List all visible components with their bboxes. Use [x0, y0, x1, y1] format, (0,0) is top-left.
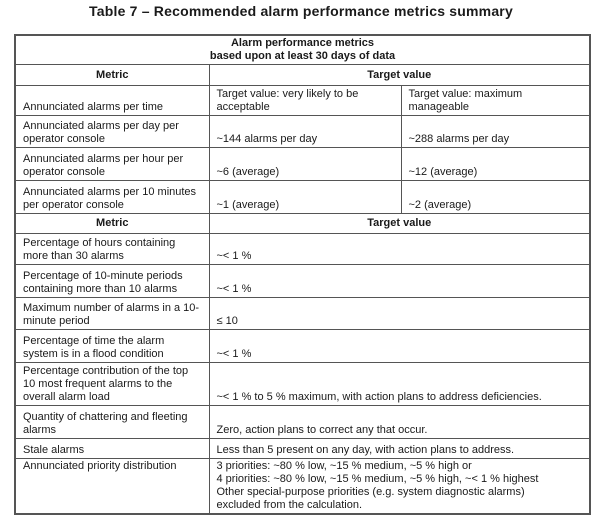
column-header-row	[15, 65, 590, 86]
caption-line-1: Alarm performance metrics	[230, 37, 375, 49]
metric-cell: Maximum number of alarms in a 10-minute period	[15, 298, 209, 330]
priority-line: 3 priorities: ~80 % low, ~15 % medium, ~5 % high or	[216, 460, 472, 472]
caption-line-2: based upon at least 30 days of data	[209, 50, 396, 62]
table-row	[15, 116, 590, 148]
metric-cell: Annunciated alarms per day per operator console	[15, 116, 209, 148]
target-header: Target value	[209, 214, 590, 234]
metric-cell: Annunciated priority distribution	[15, 459, 209, 515]
target-cell: ~< 1 %	[209, 330, 590, 363]
target-cell: Less than 5 present on any day, with action plans to address.	[209, 439, 590, 459]
metric-cell: Percentage of 10-minute periods containing more than 10 alarms	[15, 265, 209, 298]
table-row	[15, 265, 590, 298]
table-row	[15, 181, 590, 214]
manageable-cell: ~2 (average)	[401, 181, 590, 214]
manageable-cell: ~12 (average)	[401, 148, 590, 181]
target-cell: ≤ 10	[209, 298, 590, 330]
table-row	[15, 459, 590, 515]
table-row	[15, 330, 590, 363]
metric-header: Metric	[15, 65, 209, 86]
acceptable-cell: ~144 alarms per day	[209, 116, 401, 148]
manageable-cell: ~288 alarms per day	[401, 116, 590, 148]
manageable-header: Target value: maximum manageable	[401, 86, 590, 116]
acceptable-cell: ~6 (average)	[209, 148, 401, 181]
metric-cell: Stale alarms	[15, 439, 209, 459]
subheader-row	[15, 86, 590, 116]
table-row	[15, 439, 590, 459]
metric-header: Metric	[15, 214, 209, 234]
alarm-metrics-table	[14, 34, 591, 515]
priority-line: 4 priorities: ~80 % low, ~15 % medium, ~5 % high, ~< 1 % highest	[216, 473, 539, 485]
priority-line: excluded from the calculation.	[216, 499, 363, 511]
table-title: Table 7 – Recommended alarm performance metrics summary	[89, 3, 513, 19]
table-row	[15, 406, 590, 439]
target-cell: ~< 1 %	[209, 234, 590, 265]
table-row	[15, 298, 590, 330]
table-row	[15, 148, 590, 181]
metric-cell: Quantity of chattering and fleeting alarms	[15, 406, 209, 439]
acceptable-header: Target value: very likely to be acceptable	[209, 86, 401, 116]
metric-cell: Annunciated alarms per 10 minutes per operator console	[15, 181, 209, 214]
table-row	[15, 234, 590, 265]
metric-cell: Percentage contribution of the top 10 most frequent alarms to the overall alarm load	[15, 363, 209, 406]
target-cell: ~< 1 % to 5 % maximum, with action plans to address deficiencies.	[209, 363, 590, 406]
target-cell	[209, 459, 590, 515]
table-row	[15, 363, 590, 406]
priority-line: Other special-purpose priorities (e.g. system diagnostic alarms)	[216, 486, 525, 498]
column-header-row	[15, 214, 590, 234]
target-cell: ~< 1 %	[209, 265, 590, 298]
metric-cell: Percentage of time the alarm system is in a flood condition	[15, 330, 209, 363]
metric-cell: Percentage of hours containing more than 30 alarms	[15, 234, 209, 265]
metric-cell: Annunciated alarms per time	[15, 86, 209, 116]
metric-cell: Annunciated alarms per hour per operator console	[15, 148, 209, 181]
acceptable-cell: ~1 (average)	[209, 181, 401, 214]
table-caption-row	[15, 35, 590, 65]
target-cell: Zero, action plans to correct any that occur.	[209, 406, 590, 439]
target-header: Target value	[209, 65, 590, 86]
